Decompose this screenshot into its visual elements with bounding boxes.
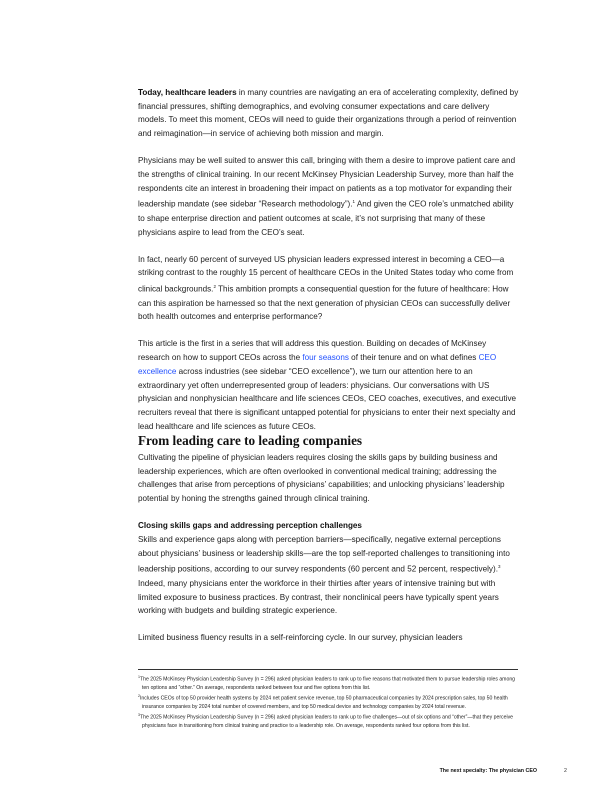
- subsection-paragraph-2: Limited business fluency results in a self-reinforcing cycle. In our survey, physician leaders: [138, 633, 463, 643]
- subsection-paragraph-1: Skills and experience gaps along with perception barriers—specifically, negative external perceptions about physicians’ business or leadership skills—are the top self-reported challenges to transitioning into leadership positions, according to our survey respondents (60 percent and 52 percent, respectively).$^3$ Indeed, many physicians enter the workforce in their thirties after years of intensive training but with limited exposure to business practices. By contrast, their nonclinical peers have typically spent years working with budgets and building strategic experience.: [138, 535, 510, 616]
- section-intro-paragraph: Cultivating the pipeline of physician leaders requires closing the skills gaps by building business and leadership experiences, which are often overlooked in conventional medical training; addressing the challenges that arise from perceptions of physicians’ capabilities; and unlocking physicians’ leadership potential by honing the strengths gained through clinical training.: [138, 453, 505, 504]
- subsection-heading: Closing skills gaps and addressing perception challenges: [138, 521, 362, 531]
- footnotes: [138, 673, 520, 730]
- article-body: [138, 86, 520, 447]
- section-heading: From leading care to leading companies: [138, 433, 363, 448]
- ceo-excellence-link[interactable]: CEO excellence: [138, 353, 497, 376]
- footnote-ref-2[interactable]: 2: [213, 284, 216, 290]
- section-leading-companies: [138, 433, 520, 659]
- footnote-3: $^3$The 2025 McKinsey Physician Leadership Survey (n = 296) asked physician leaders to rank up to five challenges—out of six options and “other”—that they perceive physicians face in transitioning from clinical training and practice to a leadership role. On average, respondents ranked four options from this list.: [138, 712, 514, 729]
- page-number: 2: [564, 768, 567, 774]
- footer-title: The next specialty: The physician CEO: [439, 768, 537, 774]
- footnote-1: $^1$The 2025 McKinsey Physician Leadership Survey (n = 296) asked physician leaders to rank up to five reasons that motivated them to pursue leadership roles among ten options and “other.” On average, respondents ranked between four and five options from this list.: [138, 675, 516, 691]
- footnote-ref-1[interactable]: 1: [352, 199, 356, 205]
- footnote-2: $^2$Includes CEOs of top 50 provider health systems by 2024 net patient service revenue, top 50 pharmaceutical companies by 2024 prescription sales, top 50 health insurance companies by 2024 total number of covered members, and top 50 medical device and technology companies by 2024 total revenue.: [138, 693, 508, 710]
- footnote-ref-3[interactable]: 3: [497, 564, 501, 570]
- intro-paragraph-1: Today, healthcare leaders in many countries are navigating an era of accelerating complexity, defined by financial pressures, shifting demographics, and evolving consumer expectations and care delivery models. To meet this moment, CEOs will need to guide their organizations through a period of reinvention and reimagination—in service of achieving both mission and margin.: [138, 88, 519, 139]
- four-seasons-link[interactable]: four seasons: [302, 353, 349, 363]
- lead-in-bold: Today, healthcare leaders: [138, 88, 237, 97]
- footnote-divider: [138, 669, 518, 670]
- intro-paragraph-3: In fact, nearly 60 percent of surveyed US physician leaders expressed interest in becoming a CEO—a striking contrast to the roughly 15 percent of healthcare CEOs in the United States today who come from clinical backgrounds.$^2$ This ambition prompts a consequential question for the future of healthcare: How can this aspiration be harnessed so that the next generation of physician CEOs can successfully deliver both health outcomes and enterprise performance?: [138, 254, 514, 322]
- intro-paragraph-4: This article is the first in a series that will address this question. Building on decades of McKinsey research on how to support CEOs across the four seasons of their tenure and on what defines CEO excellence across industries (see sidebar “CEO excellence”), we turn our attention here to an extraordinary yet often underrepresented group of leaders: physicians. Our conversations with US physician and nonphysician healthcare and life sciences CEOs, CEO coaches, executives, and executive recruiters reveal that there is significant untapped potential for physicians to enter their next specialty and lead healthcare and life sciences as future CEOs.: [138, 339, 517, 431]
- intro-paragraph-2: Physicians may be well suited to answer this call, bringing with them a desire to improve patient care and the strengths of clinical training. In our recent McKinsey Physician Leadership Survey, more than half the respondents cite an interest in broadening their impact on patients as a top motivator for expanding their leadership mandate (see sidebar “Research methodology”).$^1$ And given the CEO role’s unmatched ability to shape enterprise direction and patient outcomes at scale, it’s not surprising that many of these physicians aspire to lead from the CEO’s seat.: [138, 156, 516, 237]
